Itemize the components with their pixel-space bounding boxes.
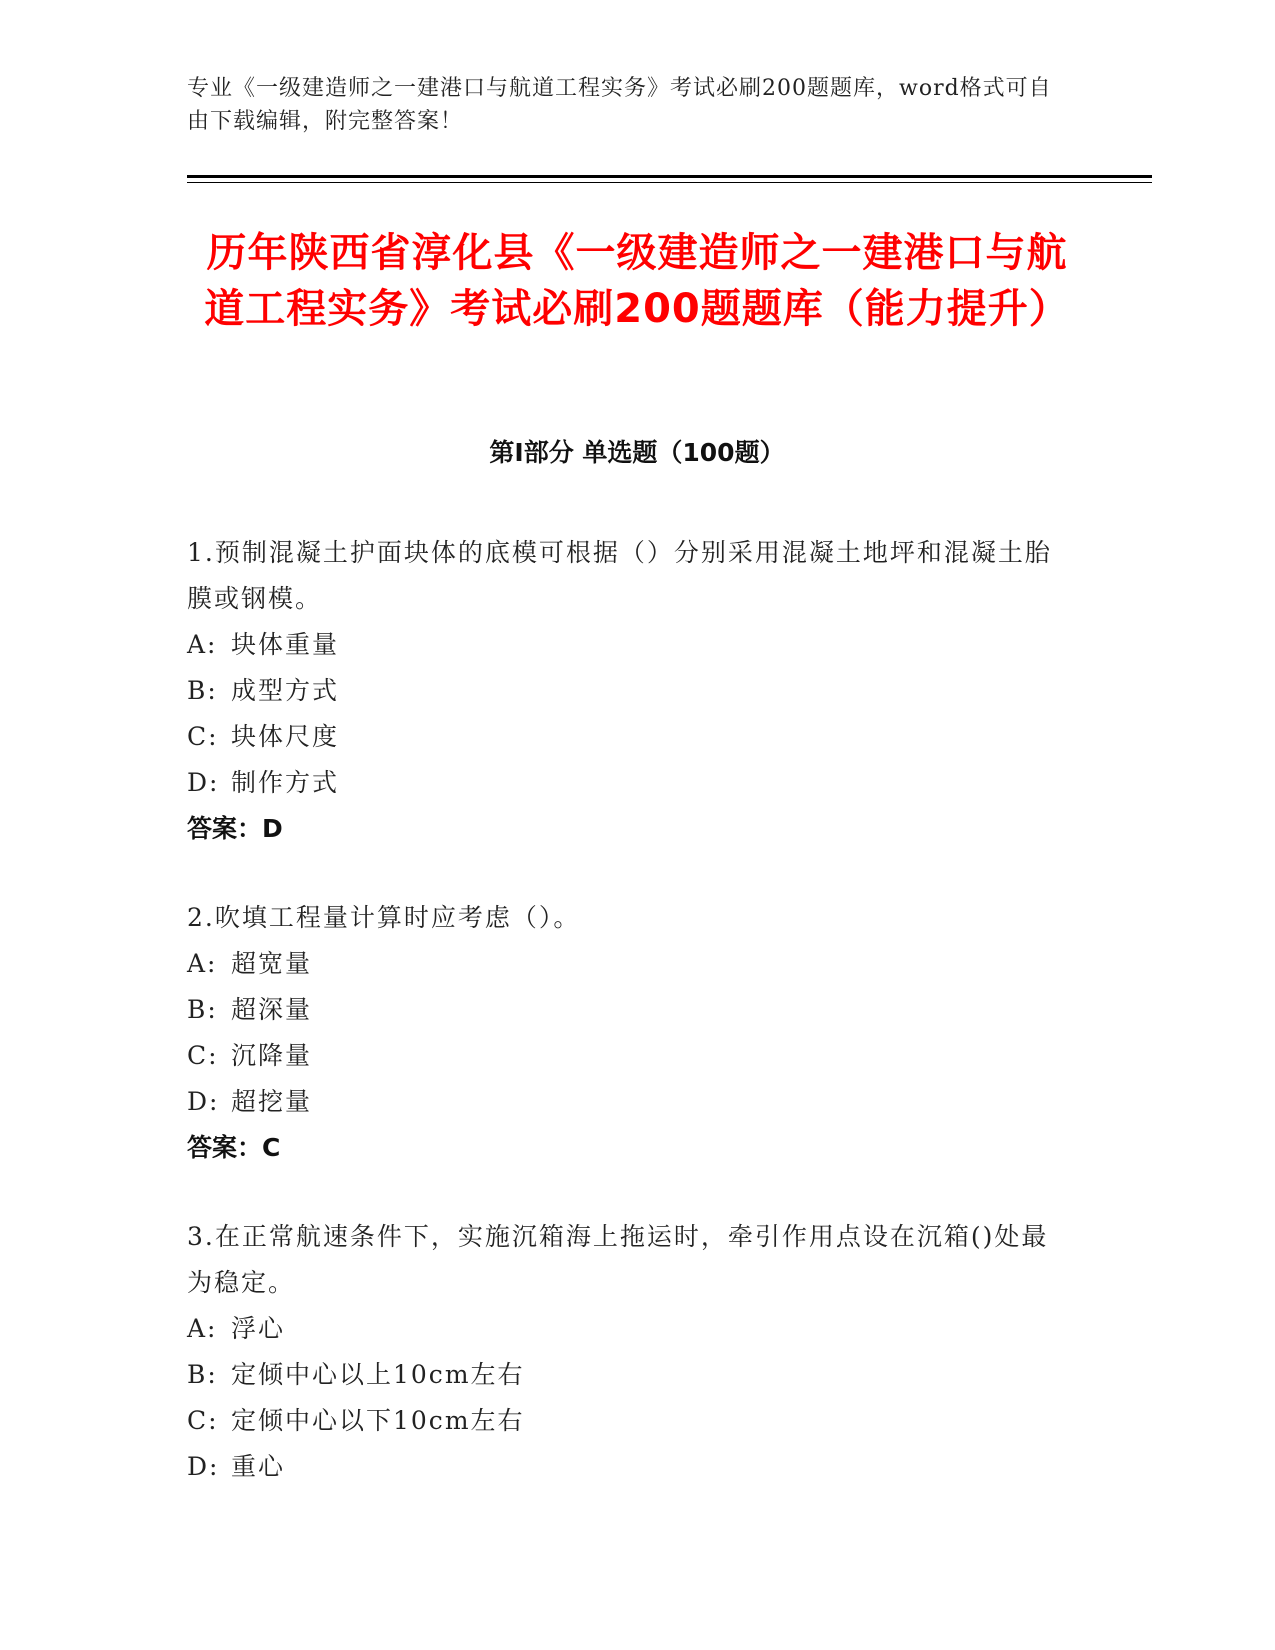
option-c [187,1033,1067,1079]
option-a [187,622,1067,668]
option-key: C: [187,1406,219,1435]
question-list [187,530,1067,1533]
option-key: B: [187,995,218,1024]
question-1 [187,530,1067,852]
option-key: C: [187,722,219,751]
option-text: 成型方式 [231,676,340,705]
question-stem: 2.吹填工程量计算时应考虑（）。 [187,903,581,932]
option-d [187,1444,1067,1490]
option-text: 块体重量 [231,630,340,659]
option-text: 浮心 [231,1314,286,1343]
answer-line: 答案：D [187,814,283,843]
option-key: B: [187,676,218,705]
option-text: 制作方式 [231,768,340,797]
option-key: D: [187,1087,220,1116]
option-c [187,1398,1067,1444]
option-key: A: [187,630,218,659]
header-rule-thin [187,182,1152,183]
option-text: 定倾中心以上10cm左右 [231,1360,525,1389]
question-2 [187,895,1067,1171]
option-key: A: [187,949,218,978]
option-key: B: [187,1360,218,1389]
option-text: 重心 [231,1452,286,1481]
option-key: D: [187,768,220,797]
option-text: 超深量 [231,995,313,1024]
option-a [187,941,1067,987]
option-text: 定倾中心以下10cm左右 [231,1406,525,1435]
option-b [187,1352,1067,1398]
option-d [187,1079,1067,1125]
option-b [187,987,1067,1033]
option-d [187,760,1067,806]
option-b [187,668,1067,714]
option-key: C: [187,1041,219,1070]
option-text: 沉降量 [231,1041,313,1070]
option-c [187,714,1067,760]
option-text: 块体尺度 [231,722,340,751]
header-note: 专业《一级建造师之一建港口与航道工程实务》考试必刷200题题库，word格式可自由下载编辑，附完整答案！ [187,76,1052,134]
option-key: D: [187,1452,220,1481]
section-heading: 第Ⅰ部分 单选题（100题） [489,438,785,467]
question-3 [187,1214,1067,1490]
option-text: 超宽量 [231,949,313,978]
question-stem: 3.在正常航速条件下，实施沉箱海上拖运时，牵引作用点设在沉箱()处最为稳定。 [187,1222,1049,1297]
option-a [187,1306,1067,1352]
option-text: 超挖量 [231,1087,313,1116]
header-rule-thick [187,175,1152,178]
option-key: A: [187,1314,218,1343]
question-stem: 1.预制混凝土护面块体的底模可根据（）分别采用混凝土地坪和混凝土胎膜或钢模。 [187,538,1052,613]
document-title: 历年陕西省淳化县《一级建造师之一建港口与航道工程实务》考试必刷200题题库（能力提升） [204,230,1070,332]
answer-line: 答案：C [187,1133,281,1162]
